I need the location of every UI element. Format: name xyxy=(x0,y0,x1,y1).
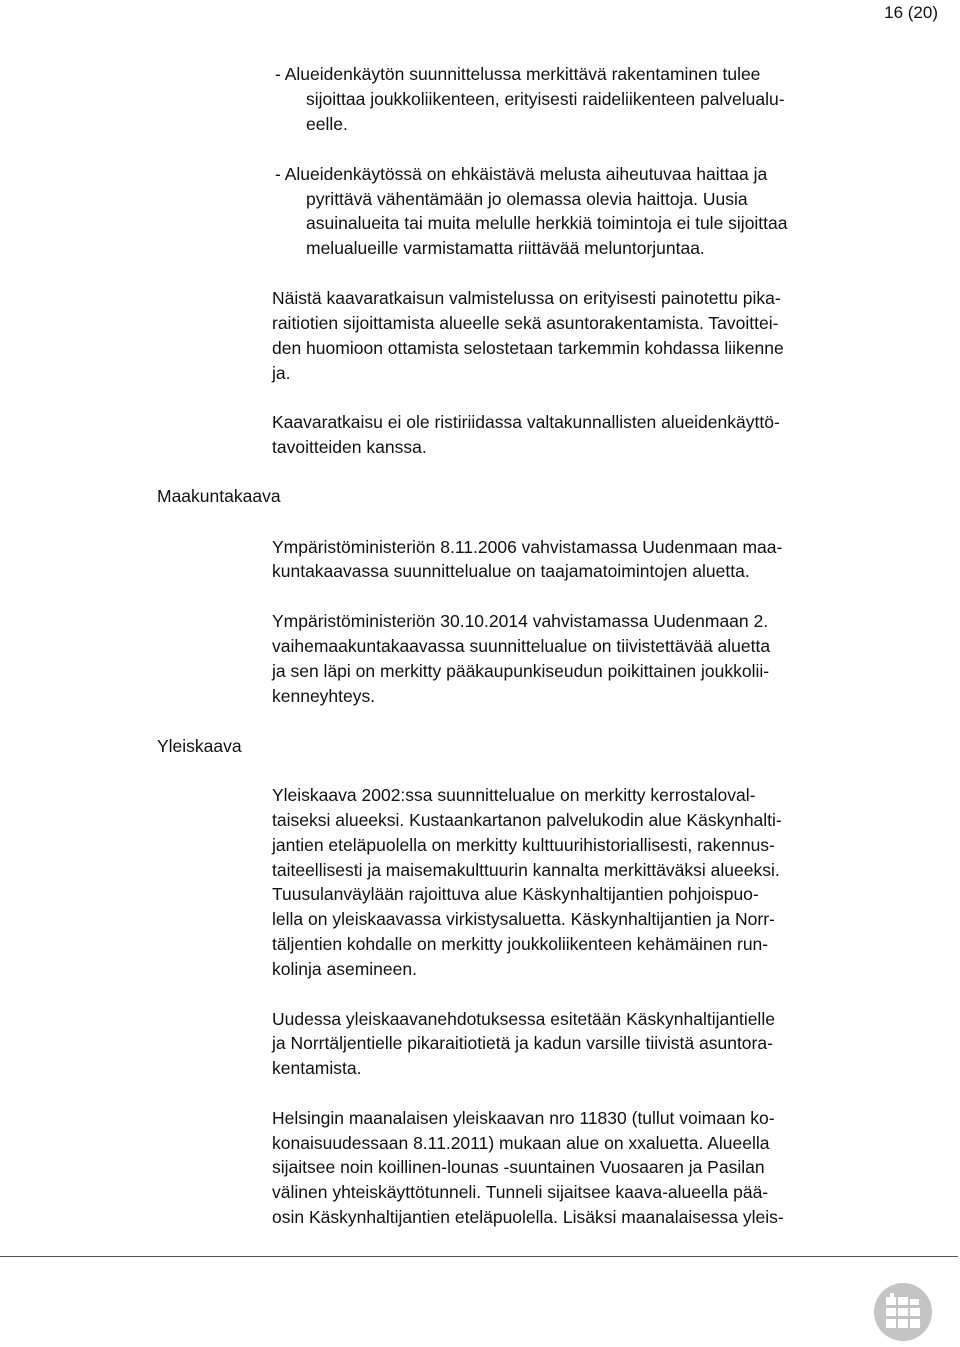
section-label-yleiskaava: Yleiskaava xyxy=(157,736,242,756)
text-line: kentamista. xyxy=(272,1058,362,1078)
text-line: lella on yleiskaavassa virkistysaluetta. Käskynhaltijantien ja Norr- xyxy=(272,909,775,929)
text-line: tavoitteiden kanssa. xyxy=(272,437,427,457)
text-line: kuntakaavassa suunnittelualue on taajamatoimintojen aluetta. xyxy=(272,561,750,581)
text-line: ja. xyxy=(272,363,291,383)
text-line: Kaavaratkaisu ei ole ristiriidassa valtakunnallisten alueidenkäyttö- xyxy=(272,412,780,432)
text-line: kenneyhteys. xyxy=(272,686,376,706)
text-line: asuinalueita tai muita melulle herkkiä toimintoja ei tule sijoittaa xyxy=(306,213,788,233)
text-line: jantien eteläpuolella on merkitty kulttuurihistoriallisesti, rakennus- xyxy=(272,835,775,855)
text-line: välinen yhteiskäyttötunneli. Tunneli sijaitsee kaava-alueella pää- xyxy=(272,1182,769,1202)
text-line: taiteellisesti ja maisemakulttuurin kannalta merkittäväksi alueeksi. xyxy=(272,860,780,880)
text-line: Näistä kaavaratkaisun valmistelussa on erityisesti painotettu pika- xyxy=(272,288,781,308)
text-line: ja Norrtäljentielle pikaraitiotietä ja kadun varsille tiivistä asuntora- xyxy=(272,1033,773,1053)
text-line: kolinja asemineen. xyxy=(272,959,417,979)
text-line: ja sen läpi on merkitty pääkaupunkiseudun poikittainen joukkolii- xyxy=(272,661,770,681)
text-line: Helsingin maanalaisen yleiskaavan nro 11830 (tullut voimaan ko- xyxy=(272,1108,775,1128)
text-line: eelle. xyxy=(306,114,348,134)
text-line: sijoittaa joukkoliikenteen, erityisesti raideliikenteen palvelualu- xyxy=(306,89,785,109)
text-line: Ympäristöministeriön 8.11.2006 vahvistamassa Uudenmaan maa- xyxy=(272,537,783,557)
text-line: osin Käskynhaltijantien eteläpuolella. Lisäksi maanalaisessa yleis- xyxy=(272,1207,784,1227)
text-line: melualueille varmistamatta riittävää meluntorjuntaa. xyxy=(306,238,705,258)
text-line: vaihemaakuntakaavassa suunnittelualue on tiivistettävää aluetta xyxy=(272,636,771,656)
text-line: Uudessa yleiskaavanehdotuksessa esitetään Käskynhaltijantielle xyxy=(272,1009,775,1029)
footer-divider xyxy=(0,1256,958,1257)
text-line: Yleiskaava 2002:ssa suunnittelualue on merkitty kerrostaloval- xyxy=(272,785,756,805)
text-line: Tuusulanväylään rajoittuva alue Käskynhaltijantien pohjoispuo- xyxy=(272,884,759,904)
text-line: konaisuudessaan 8.11.2011) mukaan alue on xxaluetta. Alueella xyxy=(272,1133,770,1153)
text-line: - Alueidenkäytön suunnittelussa merkittävä rakentaminen tulee xyxy=(275,64,761,84)
text-line: den huomioon ottamista selostetaan tarkemmin kohdassa liikenne xyxy=(272,338,784,358)
text-line: Ympäristöministeriön 30.10.2014 vahvistamassa Uudenmaan 2. xyxy=(272,611,769,631)
text-line: raitiotien sijoittamista alueelle sekä asuntorakentamista. Tavoittei- xyxy=(272,313,779,333)
site-logo-icon xyxy=(873,1282,933,1342)
text-line: pyrittävä vähentämään jo olemassa olevia haittoja. Uusia xyxy=(306,189,748,209)
page-number: 16 (20) xyxy=(884,3,938,22)
text-line: sijaitsee noin koillinen-lounas -suuntainen Vuosaaren ja Pasilan xyxy=(272,1157,765,1177)
text-line: taiseksi alueeksi. Kustaankartanon palvelukodin alue Käskynhalti- xyxy=(272,810,782,830)
text-line: täljentien kohdalle on merkitty joukkoliikenteen kehämäinen run- xyxy=(272,934,769,954)
text-line: - Alueidenkäytössä on ehkäistävä melusta aiheutuvaa haittaa ja xyxy=(275,164,768,184)
section-label-maakuntakaava: Maakuntakaava xyxy=(157,486,281,506)
